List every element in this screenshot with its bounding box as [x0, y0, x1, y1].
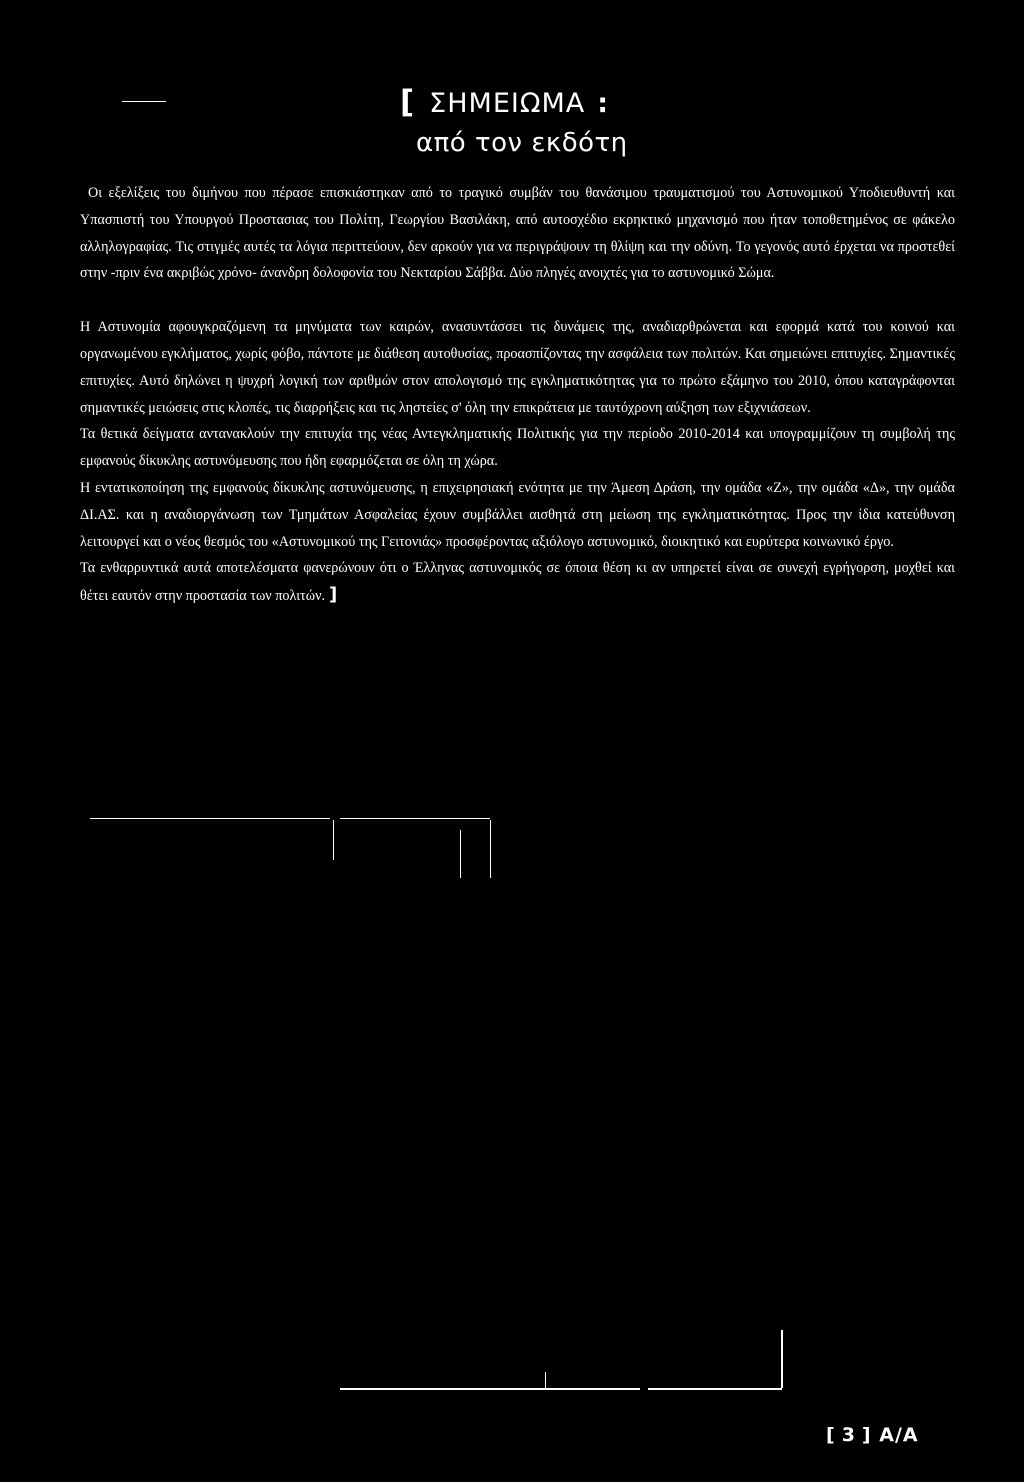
- decor-line-2: [340, 818, 490, 819]
- closing-bracket: ]: [329, 584, 338, 606]
- paragraph-5: [80, 555, 955, 610]
- bottom-rule-1: [340, 1388, 640, 1390]
- paragraph-3: Τα θετικά δείγματα αντανακλούν την επιτυχία της νέας Αντεγκληματικής Πολιτικής για την περίοδο 2010-2014 και υπογραμμίζουν τη συμβολή της εμφανούς δίκυκλης αστυνόμευσης που ήδη εφαρμόζεται σε όλη τη χώρα.: [80, 426, 955, 470]
- paragraph-1: Οι εξελίξεις του διμήνου που πέρασε επισκιάστηκαν από το τραγικό συμβάν του θανάσιμου τραυματισμού του Αστυνομικού Υποδιευθυντή και Υπασπιστή του Υπουργού Προστασιας του Πολίτη, Γεωργίου Βασιλάκη, από αυτοσχέδιο εκρηκτικό μηχανισμό που ήταν τοποθετημένος σε φάκελο αλληλογραφίας. Τις στιγμές αυτές τα λόγια περιττεύουν, δεν αρκούν για να περιγράψουν τη θλίψη και την οδύνη. Το γεγονός αυτό έρχεται να προστεθεί στην -πριν ένα ακριβώς χρόνο- άνανδρη δολοφονία του Νεκταρίου Σάββα. Δύο πληγές ανοιχτές για το αστυνομικό Σώμα.: [80, 185, 955, 282]
- footer-close-bracket: ]: [861, 1424, 872, 1446]
- bottom-vline: [781, 1330, 783, 1388]
- footer-label-text: Α/Α: [879, 1424, 919, 1446]
- decor-vline-1: [333, 820, 334, 860]
- bottom-small-vline: [545, 1372, 546, 1388]
- page-subtitle: από τον εκδότη: [416, 128, 628, 158]
- decor-vline-2: [460, 830, 461, 878]
- title-text: ΣΗΜΕΙΩΜΑ: [429, 88, 586, 119]
- paragraph-2: Η Αστυνομία αφουγκραζόμενη τα μηνύματα των καιρών, ανασυντάσσει τις δυνάμεις της, αναδιαρθρώνεται και εφορμά κατά του κοινού και οργανωμένου εγκλήματος, χωρίς φόβο, πάντοτε με διάθεση αυτοθυσίας, προασπίζοντας την ασφάλεια των πολιτών. Και σημειώνει επιτυχίες. Σημαντικές επιτυχίες. Αυτό δηλώνει η ψυχρή λογική των αριθμών στον απολογισμό της εγκληματικότητας για το πρώτο εξάμηνο του 2010, όπου καταγράφονται σημαντικές μειώσεις στις κλοπές, τις διαρρήξεις και τις ληστείες σ' όλη την επικράτεια με ταυτόχρονη αύξηση των εξιχνιάσεων.: [80, 319, 955, 416]
- header-rule: [122, 101, 166, 102]
- decor-vline-3: [490, 820, 491, 878]
- page-number: 3: [841, 1424, 856, 1446]
- decor-line-1: [90, 818, 330, 819]
- footer-open-bracket: [: [826, 1424, 836, 1446]
- bottom-rule-2: [648, 1388, 782, 1390]
- page-title: [400, 84, 609, 120]
- title-open-bracket: [: [400, 84, 416, 120]
- title-colon: :: [597, 88, 610, 119]
- paragraph-4: Η εντατικοποίηση της εμφανούς δίκυκλης αστυνόμευσης, η επιχειρησιακή ενότητα με την Άμεση Δράση, την ομάδα «Ζ», την ομάδα «Δ», την ομάδα ΔΙ.ΑΣ. και η αναδιοργάνωση των Τμημάτων Ασφαλείας έχουν συμβάλλει αισθητά στη μείωση της εγκληματικότητας. Προς την ίδια κατεύθυνση λειτουργεί και ο νέος θεσμός του «Αστυνομικού της Γειτονιάς» προσφέροντας αξιόλογο αστυνομικό, διοικητικό και ευρύτερα κοινωνικό έργο.: [80, 479, 955, 550]
- footer-page-label: [826, 1424, 919, 1446]
- paragraph-5-text: Τα ενθαρρυντικά αυτά αποτελέσματα φανερώνουν ότι ο Έλληνας αστυνομικός σε όποια θέση κι αν υπηρετεί είναι σε συνεχή εγρήγορση, μοχθεί και θέτει εαυτόν στην προστασία των πολιτών.: [80, 560, 955, 605]
- article-body: [80, 180, 955, 610]
